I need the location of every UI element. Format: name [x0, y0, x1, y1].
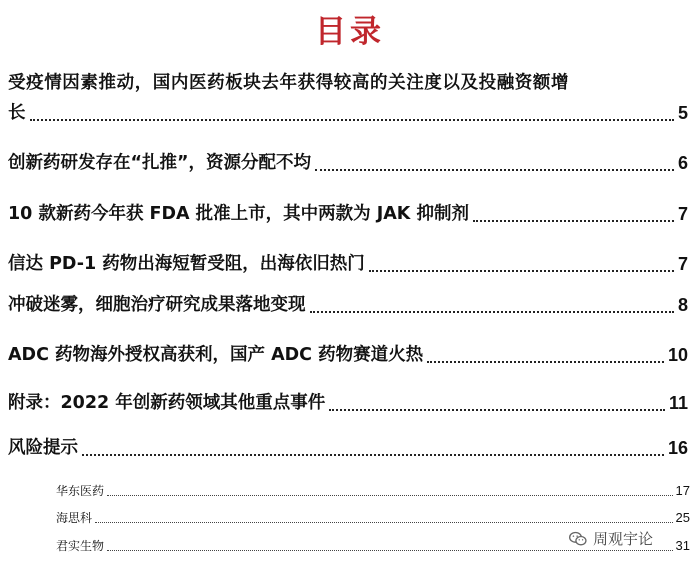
dot-leader [369, 270, 674, 272]
toc-entry-label: 创新药研发存在“扎推”，资源分配不均 [8, 153, 312, 173]
dot-leader [473, 220, 674, 222]
dot-leader [427, 361, 664, 363]
toc-sub-entry-label: 海思科 [56, 511, 93, 525]
toc-entry-label: ADC 药物海外授权高获利，国产 ADC 药物赛道火热 [8, 345, 424, 365]
toc-entry-adc[interactable] [8, 340, 688, 370]
toc-sub-entry-huadong[interactable] [56, 482, 690, 500]
watermark [568, 528, 653, 549]
toc-entry-line2-row [8, 98, 688, 128]
toc-entry-page: 5 [677, 103, 688, 123]
dot-leader [95, 522, 673, 523]
toc-sub-entry-label: 华东医药 [56, 484, 105, 498]
toc-entry-page: 7 [677, 204, 688, 224]
wechat-icon [568, 529, 588, 549]
toc-entry-appendix[interactable] [8, 388, 688, 418]
toc-entry-label: 附录：2022 年创新药领域其他重点事件 [8, 393, 326, 413]
toc-entry-label-line2: 长 [8, 103, 26, 123]
toc-entry-label: 风险提示 [8, 438, 78, 458]
dot-leader [107, 550, 673, 551]
dot-leader [30, 119, 674, 121]
toc-sub-entry-page: 17 [675, 483, 690, 498]
toc-sub-entry-haisco[interactable] [56, 509, 690, 527]
toc-entry-label: 冲破迷雾，细胞治疗研究成果落地变现 [8, 295, 306, 315]
toc-entry-label: 信达 PD-1 药物出海短暂受阻，出海依旧热门 [8, 254, 365, 274]
toc-entry-label-line1: 受疫情因素推动，国内医药板块去年获得较高的关注度以及投融资额增 [8, 73, 570, 93]
toc-entry-fda[interactable] [8, 199, 688, 229]
toc-sub-entry-page: 25 [675, 510, 690, 525]
toc-entry-page: 16 [667, 438, 688, 458]
toc-entry-crowding[interactable] [8, 148, 688, 178]
toc-entry-page: 8 [677, 295, 688, 315]
dot-leader [107, 495, 673, 496]
toc-sub-entry-page: 31 [675, 538, 690, 553]
toc-entry-page: 6 [677, 153, 688, 173]
watermark-text: 周观宇论 [593, 530, 654, 548]
toc-entry-page: 10 [667, 345, 688, 365]
toc-title: 目录 [315, 14, 385, 50]
toc-entry-cell-therapy[interactable] [8, 290, 688, 320]
toc-entry-page: 11 [668, 393, 688, 413]
toc-sub-entry-label: 君实生物 [56, 539, 105, 553]
toc-entry-page: 7 [677, 254, 688, 274]
toc-entry-label: 10 款新药今年获 FDA 批准上市，其中两款为 JAK 抑制剂 [8, 204, 469, 224]
dot-leader [310, 311, 674, 313]
dot-leader [315, 169, 674, 171]
toc-entry-risk[interactable] [8, 433, 688, 463]
dot-leader [329, 409, 665, 411]
toc-entry-pd1[interactable] [8, 249, 688, 279]
dot-leader [82, 454, 664, 456]
